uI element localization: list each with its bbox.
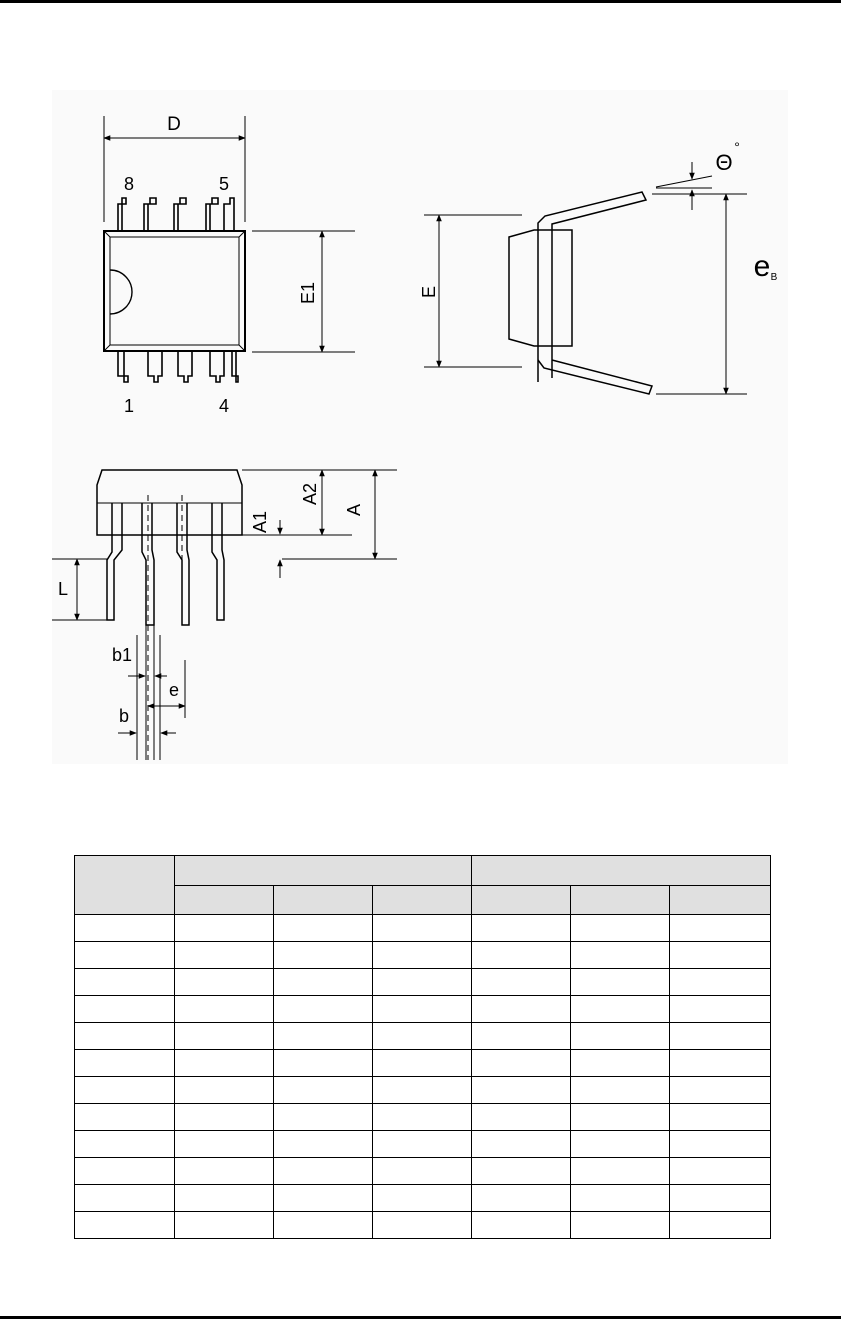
table-cell-value [175,1131,274,1158]
table-cell-value [571,1158,670,1185]
table-cell-value [472,915,571,942]
label-pin-1: 1 [123,396,135,416]
table-cell-value [175,1023,274,1050]
table-cell-value [274,969,373,996]
table-cell-value [472,1077,571,1104]
table-cell-symbol [75,1077,175,1104]
label-pin-4: 4 [218,396,230,416]
table-row [75,1104,771,1131]
table-cell-value [571,1104,670,1131]
table-cell-value [175,915,274,942]
label-theta: Θ [715,150,733,175]
table-cell-value [670,1185,771,1212]
label-E1: E1 [298,281,318,305]
table-header-group-2 [472,856,771,886]
table-cell-symbol [75,1185,175,1212]
table-cell-value [274,1077,373,1104]
table-cell-value [472,969,571,996]
package-outline-drawing [52,90,788,764]
table-cell-symbol [75,1158,175,1185]
table-cell-value [472,996,571,1023]
table-row [75,1185,771,1212]
table-cell-value [175,996,274,1023]
table-cell-value [472,1212,571,1239]
table-cell-value [571,996,670,1023]
label-L: L [57,579,69,599]
table-cell-value [472,1131,571,1158]
table-cell-value [274,942,373,969]
table-cell-value [175,1158,274,1185]
table-subheader [670,886,771,915]
table-cell-symbol [75,1050,175,1077]
table-header-group-1 [175,856,472,886]
table-cell-value [274,1104,373,1131]
label-A: A [344,503,364,517]
table-cell-value [274,1158,373,1185]
table-row [75,942,771,969]
table-cell-value [670,942,771,969]
table-cell-value [670,969,771,996]
table-cell-symbol [75,942,175,969]
table-cell-value [175,1104,274,1131]
table-cell-symbol [75,1131,175,1158]
table-cell-value [175,1050,274,1077]
table-cell-value [175,1077,274,1104]
table-cell-value [571,1050,670,1077]
end-view [424,162,747,394]
label-eB-subscript: B [770,272,778,283]
table-cell-symbol [75,996,175,1023]
table-row [75,1131,771,1158]
table-cell-value [571,1185,670,1212]
table-cell-value [571,969,670,996]
table-header-symbol [75,856,175,915]
label-eB: e [753,250,771,283]
table-cell-symbol [75,969,175,996]
label-e: e [168,680,180,700]
package-outline-figure [52,90,788,764]
table-row [75,915,771,942]
table-row [75,1023,771,1050]
top-view [104,116,355,382]
label-A1: A1 [250,510,270,534]
label-degree: ° [734,139,740,155]
table-cell-value [472,1104,571,1131]
table-cell-value [571,1077,670,1104]
table-cell-value [571,1023,670,1050]
table-cell-value [373,1131,472,1158]
table-row [75,1158,771,1185]
label-D: D [167,114,181,135]
table-cell-value [373,996,472,1023]
label-pin-8: 8 [123,174,135,194]
table-cell-value [274,1050,373,1077]
table-subheader [472,886,571,915]
table-cell-value [670,996,771,1023]
table-row [75,996,771,1023]
table-cell-value [175,969,274,996]
table-cell-value [472,1023,571,1050]
table-cell-value [274,915,373,942]
label-b1: b1 [111,645,133,665]
table-cell-value [472,1050,571,1077]
label-pin-5: 5 [218,174,230,194]
table-row [75,1077,771,1104]
table-cell-value [175,942,274,969]
table-cell-value [274,1131,373,1158]
table-cell-value [373,1050,472,1077]
table-cell-value [373,942,472,969]
table-cell-symbol [75,1023,175,1050]
table-cell-value [670,1104,771,1131]
table-cell-value [670,1212,771,1239]
table-cell-value [175,1212,274,1239]
table-cell-value [175,1185,274,1212]
table-cell-value [670,1077,771,1104]
table-cell-value [571,1131,670,1158]
table-cell-value [274,1212,373,1239]
table-cell-value [472,1185,571,1212]
table-cell-symbol [75,1104,175,1131]
table-cell-value [670,1023,771,1050]
table-cell-value [670,1158,771,1185]
table-cell-value [571,942,670,969]
table-body [75,915,771,1239]
top-rule [0,0,841,3]
table-cell-value [472,942,571,969]
table-cell-value [373,915,472,942]
table-cell-value [373,1185,472,1212]
table-cell-value [472,1158,571,1185]
dimensions-table [74,855,771,1239]
table-subheader [175,886,274,915]
table-cell-value [670,1131,771,1158]
table-subheader [373,886,472,915]
label-A2: A2 [300,482,320,506]
table-cell-value [373,969,472,996]
table-row [75,1050,771,1077]
table-subheader [274,886,373,915]
table-cell-value [373,1104,472,1131]
table-cell-value [571,1212,670,1239]
table-cell-symbol [75,915,175,942]
label-b: b [118,706,130,726]
table-cell-value [670,1050,771,1077]
table-row [75,969,771,996]
table-cell-value [373,1212,472,1239]
table-cell-value [274,996,373,1023]
table-cell-value [373,1023,472,1050]
table-row [75,1212,771,1239]
bottom-rule [0,1316,841,1319]
label-E: E [419,285,439,299]
table-subheader [571,886,670,915]
table-cell-value [571,915,670,942]
table-cell-value [274,1185,373,1212]
table-cell-value [670,915,771,942]
table-cell-value [373,1158,472,1185]
table-cell-symbol [75,1212,175,1239]
table-cell-value [274,1023,373,1050]
table-cell-value [373,1077,472,1104]
